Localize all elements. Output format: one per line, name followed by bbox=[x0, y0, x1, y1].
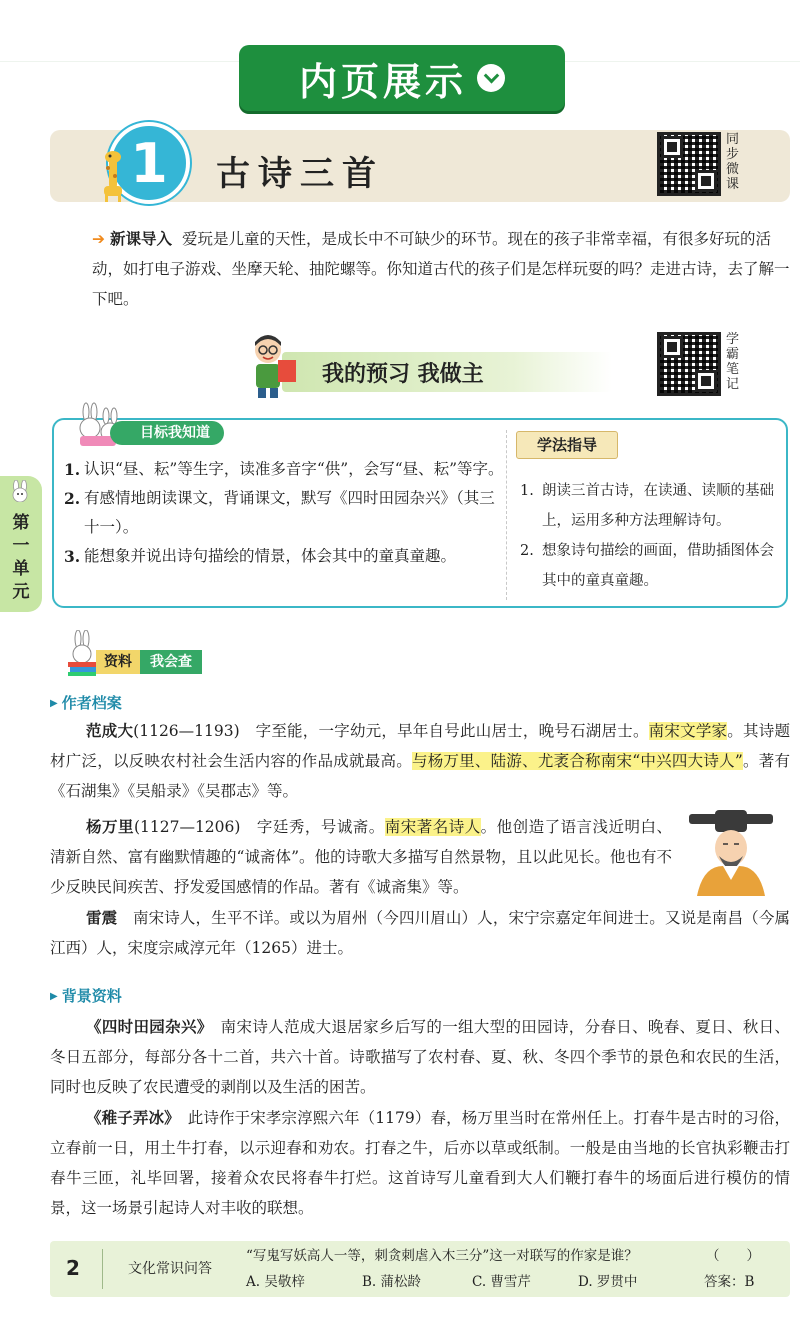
intro-text: 爱玩是儿童的天性，是成长中不可缺少的环节。现在的孩子非常幸福，有很多好玩的活动，如打电子游戏、坐摩天轮、抽陀螺等。你知道古代的孩子们是怎样玩耍的吗？走进古诗，去了解一下吧。 bbox=[92, 230, 790, 308]
item-text: 能想象并说出诗句描绘的情景，体会其中的童真童趣。 bbox=[84, 547, 457, 565]
quiz-question: “写鬼写妖高人一等，刺贪刺虐入木三分”这一对联写的作家是谁？ bbox=[246, 1248, 638, 1264]
list-item bbox=[64, 455, 504, 484]
intro-label: 新课导入 bbox=[109, 230, 172, 248]
poem-title: 《四时田园杂兴》 bbox=[86, 1017, 205, 1036]
author-years: (1126—1193) bbox=[133, 722, 240, 740]
item-text: 有感情地朗读课文，背诵课文，默写《四时田园杂兴》（其三十一）。 bbox=[84, 489, 495, 536]
item-text: 朗读三首古诗，在读通、读顺的基础上，运用多种方法理解诗句。 bbox=[542, 483, 774, 529]
author-lei-paragraph bbox=[50, 903, 790, 963]
item-number: 1. bbox=[520, 483, 534, 499]
item-text: 想象诗句描绘的画面，借助插图体会其中的童真童趣。 bbox=[542, 543, 774, 589]
giraffe-icon bbox=[96, 148, 130, 202]
background-paragraph-2 bbox=[50, 1103, 790, 1223]
page-number: 2 bbox=[66, 1256, 80, 1280]
item-number: 3. bbox=[64, 547, 81, 566]
text: 字廷秀，号诚斋。 bbox=[240, 818, 385, 836]
highlight: 南宋著名诗人 bbox=[384, 818, 481, 836]
author-heading: ▶ 作者档案 bbox=[50, 692, 122, 713]
unit-label: 第一单元 bbox=[12, 513, 30, 602]
qr-code-icon[interactable] bbox=[657, 332, 721, 396]
text: 南宋诗人范成大退居家乡后写的一组大型的田园诗，分春日、晚春、夏日、秋日、冬日五部分，每部分各十二首，共六十首。诗歌描写了农村春、夏、秋、冬四个季节的景色和农民的生活，同时也反映了农民遭受的剥削以及生活的困苦。 bbox=[50, 1018, 790, 1096]
lesson-number: 1 bbox=[130, 131, 168, 195]
quiz-option-d: D. 罗贯中 bbox=[578, 1274, 638, 1290]
highlight: 与杨万里、陆游、尤袤合称南宋“中兴四大诗人” bbox=[411, 752, 743, 770]
info-tag-a: 资料 bbox=[96, 650, 140, 674]
list-item bbox=[64, 542, 504, 571]
objectives-tag: 目标我知道 bbox=[110, 421, 224, 445]
method-list bbox=[520, 476, 782, 596]
item-number: 2. bbox=[520, 543, 534, 559]
item-number: 2. bbox=[64, 489, 81, 508]
list-item bbox=[64, 484, 504, 542]
background-heading: ▶ 背景资料 bbox=[50, 985, 122, 1006]
preview-title: 我的预习 我做主 bbox=[322, 362, 484, 387]
author-years: (1127—1206) bbox=[133, 818, 241, 836]
info-tag bbox=[96, 650, 202, 674]
objectives-list bbox=[64, 455, 504, 571]
poet-portrait-image bbox=[683, 810, 779, 896]
author-name: 雷震 bbox=[86, 908, 118, 927]
quiz-option-c: C. 曹雪芹 bbox=[472, 1274, 531, 1290]
item-text: 认识“昼、耘”等生字，读准多音字“供”，会写“昼、耘”等字。 bbox=[84, 460, 504, 478]
author-yang-paragraph bbox=[50, 812, 672, 902]
arrow-right-icon: ➔ bbox=[92, 230, 105, 248]
text: 。著有《石湖集》《吴船录》《吴郡志》等。 bbox=[50, 752, 790, 800]
qr-label-micro-lesson: 同步微课 bbox=[726, 132, 740, 192]
text: 。他创造了语言浅近明白、清新自然、富有幽默情趣的“诚斋体”。他的诗歌大多描写自然景物，且以此见长。他也有不少反映民间疾苦、抒发爱国感情的作品。著有《诚斋集》等。 bbox=[50, 818, 672, 896]
quiz-answer: 答案：B bbox=[704, 1274, 755, 1290]
info-tag-b: 我会查 bbox=[140, 650, 202, 674]
highlight: 南宋文学家 bbox=[648, 722, 728, 740]
list-item bbox=[520, 476, 782, 536]
bunny-icon bbox=[8, 480, 32, 502]
quiz-option-b: B. 蒲松龄 bbox=[362, 1274, 422, 1290]
qr-label-study-notes: 学霸笔记 bbox=[726, 332, 740, 392]
qr-code-icon[interactable] bbox=[657, 132, 721, 196]
intro-paragraph bbox=[92, 224, 792, 314]
text: 南宋诗人，生平不详。或以为眉州（今四川眉山）人，宋宁宗嘉定年间进士。又说是南昌（今属江西）人，宋度宗咸淳元年（1265）进士。 bbox=[50, 909, 790, 957]
author-name: 杨万里 bbox=[86, 817, 134, 836]
text: 此诗作于宋孝宗淳熙六年（1179）春，杨万里当时在常州任上。打春牛是古时的习俗，立春前一日，用土牛打春，以示迎春和劝农。打春之牛，后亦以草或纸制。一般是由当地的长官执彩鞭击打春牛三匝，礼毕回署，接着众农民将春牛打烂。这首诗写儿童看到大人们鞭打春牛的场面后进行模仿的情景，这一场景引起诗人对丰收的联想。 bbox=[50, 1109, 790, 1217]
answer-blank: （ ） bbox=[706, 1248, 760, 1264]
student-reading-icon bbox=[246, 332, 306, 398]
list-item bbox=[520, 536, 782, 596]
author-name: 范成大 bbox=[86, 721, 134, 740]
item-number: 1. bbox=[64, 460, 81, 479]
divider bbox=[102, 1249, 103, 1289]
text: 。其诗题材广泛，以反映农村社会生活内容的作品成就最高。 bbox=[50, 722, 790, 770]
text: 字至能，一字幼元，早年自号此山居士，晚号石湖居士。 bbox=[239, 722, 649, 740]
background-paragraph-1 bbox=[50, 1012, 790, 1102]
quiz-option-a: A. 吴敬梓 bbox=[246, 1274, 305, 1290]
lesson-title: 古诗三首 bbox=[216, 154, 384, 194]
author-fan-paragraph bbox=[50, 716, 790, 806]
showcase-banner bbox=[239, 45, 565, 111]
poem-title: 《稚子弄冰》 bbox=[86, 1108, 173, 1127]
chevron-down-icon bbox=[477, 64, 505, 92]
divider bbox=[506, 430, 507, 600]
quiz-label: 文化常识问答 bbox=[128, 1261, 212, 1277]
method-tag: 学法指导 bbox=[516, 431, 618, 459]
banner-title: 内页展示 bbox=[298, 59, 467, 104]
